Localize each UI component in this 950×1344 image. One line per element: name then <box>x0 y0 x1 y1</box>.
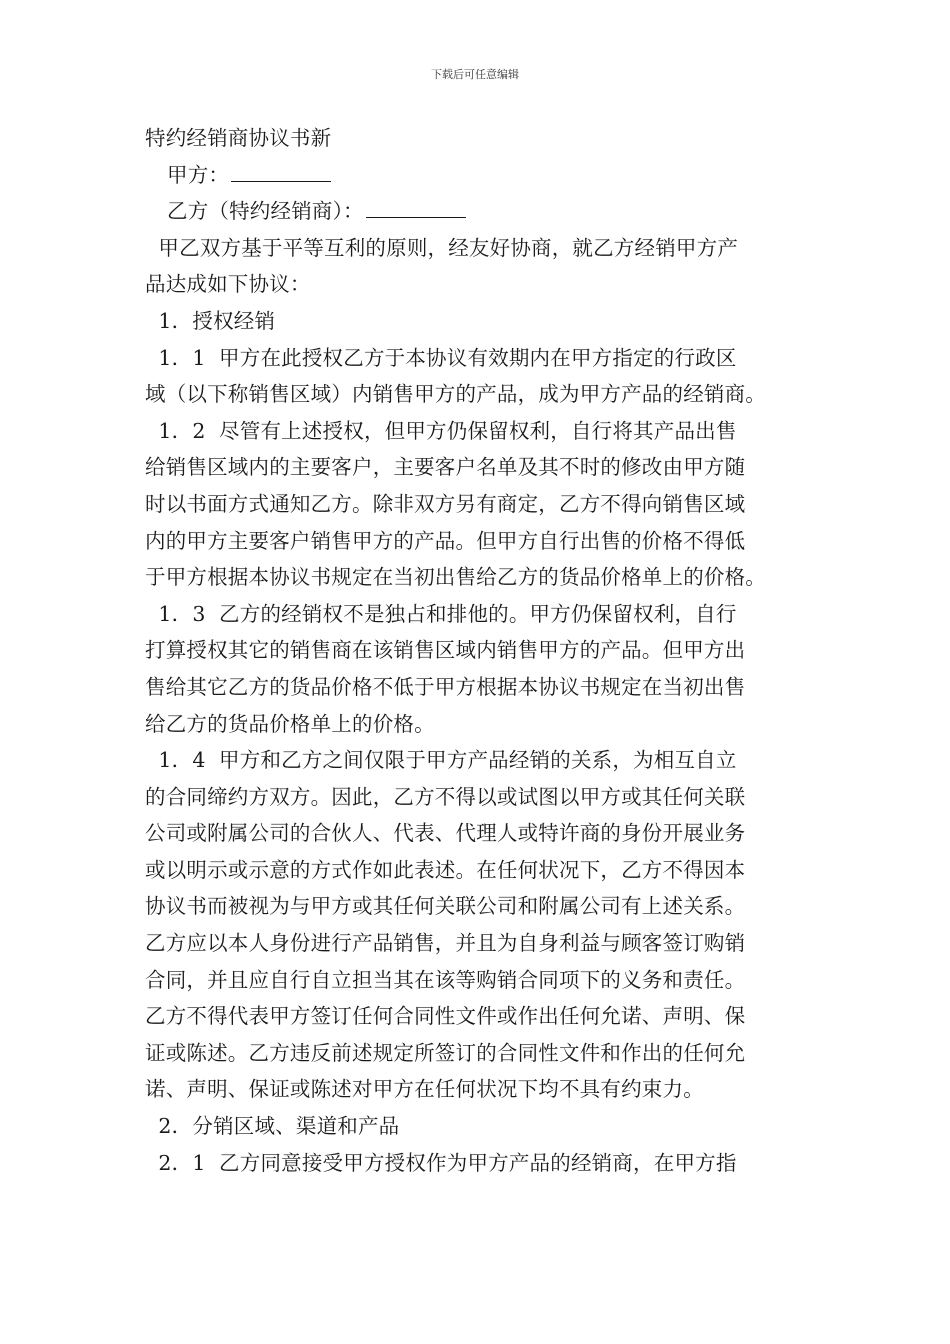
text-line: 公司或附属公司的合伙人、代表、代理人或特许商的身份开展业务 <box>145 821 746 846</box>
text-line: 于甲方根据本协议书规定在当初出售给乙方的货品价格单上的价格。 <box>145 565 766 590</box>
document-body <box>145 120 807 1181</box>
text-line: 乙方不得代表甲方签订任何合同性文件或作出任何允诺、声明、保 <box>145 1004 746 1029</box>
header-note: 下载后可任意编辑 <box>431 68 519 81</box>
text-line: 或以明示或示意的方式作如此表述。在任何状况下，乙方不得因本 <box>145 857 746 882</box>
party-a-label: 甲方： <box>167 162 230 187</box>
text-line: 1．1 甲方在此授权乙方于本协议有效期内在甲方指定的行政区 <box>145 345 737 370</box>
text-line: 给销售区域内的主要客户，主要客户名单及其不时的修改由甲方随 <box>145 455 746 480</box>
text-line: 1．2 尽管有上述授权，但甲方仍保留权利，自行将其产品出售 <box>145 418 737 443</box>
text-line: 2．分销区域、渠道和产品 <box>145 1114 400 1139</box>
party-a-line <box>145 157 807 194</box>
document-title: 特约经销商协议书新 <box>145 126 332 150</box>
text-line: 给乙方的货品价格单上的价格。 <box>145 711 435 736</box>
text-line: 售给其它乙方的货品价格不低于甲方根据本协议书规定在当初出售 <box>145 674 746 699</box>
text-line: 域（以下称销售区域）内销售甲方的产品，成为甲方产品的经销商。 <box>145 382 766 407</box>
text-line: 1．授权经销 <box>145 308 276 333</box>
text-line: 内的甲方主要客户销售甲方的产品。但甲方自行出售的价格不得低 <box>145 528 746 553</box>
party-a-blank[interactable] <box>231 159 331 182</box>
text-line: 时以书面方式通知乙方。除非双方另有商定，乙方不得向销售区域 <box>145 491 746 516</box>
text-line: 1．3 乙方的经销权不是独占和排他的。甲方仍保留权利，自行 <box>145 601 737 626</box>
text-line: 协议书而被视为与甲方或其任何关联公司和附属公司有上述关系。 <box>145 894 746 919</box>
text-line: 2．1 乙方同意接受甲方授权作为甲方产品的经销商，在甲方指 <box>145 1150 737 1175</box>
text-line: 乙方应以本人身份进行产品销售，并且为自身利益与顾客签订购销 <box>145 931 746 956</box>
party-b-line <box>145 193 807 230</box>
body-lines <box>145 230 807 1181</box>
text-line: 合同，并且应自行自立担当其在该等购销合同项下的义务和责任。 <box>145 967 746 992</box>
party-b-blank[interactable] <box>366 195 466 218</box>
text-line: 打算授权其它的销售商在该销售区域内销售甲方的产品。但甲方出 <box>145 638 746 663</box>
text-line: 证或陈述。乙方违反前述规定所签订的合同性文件和作出的任何允 <box>145 1040 746 1065</box>
text-line: 诺、声明、保证或陈述对甲方在任何状况下均不具有约束力。 <box>145 1077 704 1102</box>
text-line: 的合同缔约方双方。因此，乙方不得以或试图以甲方或其任何关联 <box>145 784 746 809</box>
party-b-label: 乙方（特约经销商）： <box>167 199 364 224</box>
text-line: 甲乙双方基于平等互利的原则，经友好协商，就乙方经销甲方产 <box>145 235 739 260</box>
text-line: 品达成如下协议： <box>145 272 311 297</box>
text-line: 1．4 甲方和乙方之间仅限于甲方产品经销的关系，为相互自立 <box>145 748 737 773</box>
